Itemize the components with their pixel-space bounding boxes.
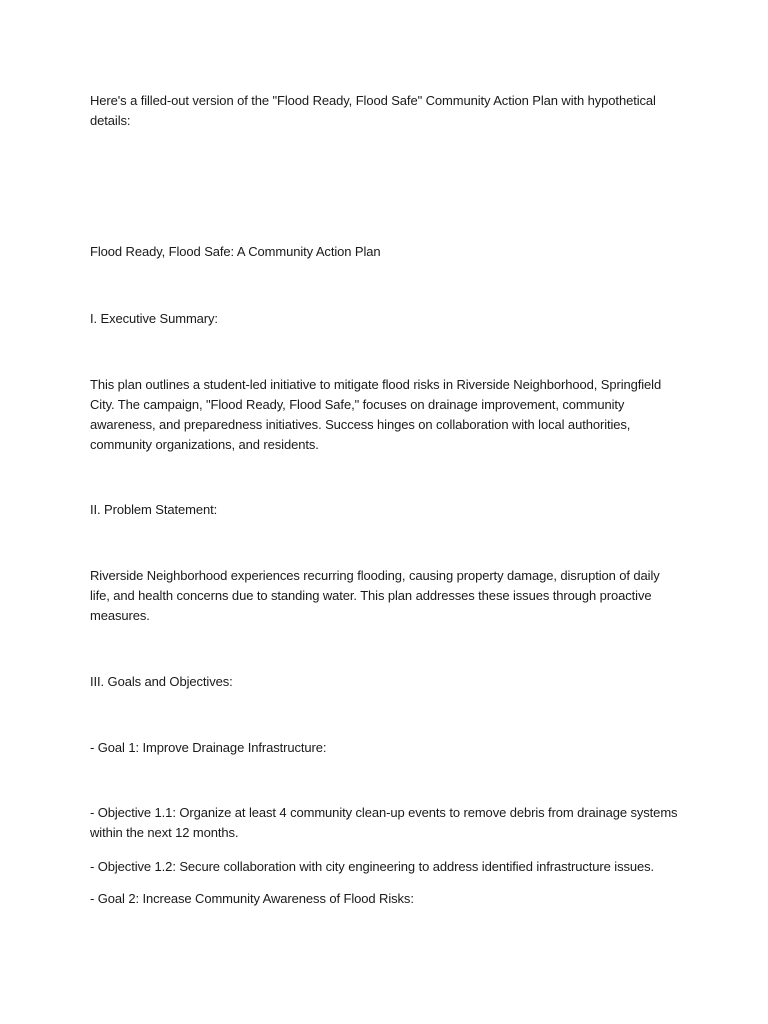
objective-1-2-item: - Objective 1.2: Secure collaboration with city engineering to address identified infrastructure issues.	[90, 859, 655, 874]
section-heading-problem-statement: II. Problem Statement:	[90, 502, 218, 517]
section-heading-executive-summary: I. Executive Summary:	[90, 311, 218, 326]
intro-paragraph: Here's a filled-out version of the "Flood Ready, Flood Safe" Community Action Plan with hypothetical details:	[90, 93, 656, 128]
problem-statement-paragraph: Riverside Neighborhood experiences recurring flooding, causing property damage, disruption of daily life, and health concerns due to standing water. This plan addresses these issues through proactive measures.	[90, 568, 660, 623]
section-heading-goals-objectives: III. Goals and Objectives:	[90, 674, 233, 689]
executive-summary-paragraph: This plan outlines a student-led initiative to mitigate flood risks in Riverside Neighborhood, Springfield City. The campaign, "Flood Ready, Flood Safe," focuses on drainage improvement, community awareness, and preparedness initiatives. Success hinges on collaboration with local authorities, community organizations, and residents.	[90, 377, 662, 452]
objective-1-1-item: - Objective 1.1: Organize at least 4 community clean-up events to remove debris from drainage systems within the next 12 months.	[90, 805, 678, 840]
goal-2-item: - Goal 2: Increase Community Awareness of Flood Risks:	[90, 891, 414, 906]
goal-1-item: - Goal 1: Improve Drainage Infrastructure:	[90, 740, 327, 755]
document-title: Flood Ready, Flood Safe: A Community Action Plan	[90, 244, 381, 259]
